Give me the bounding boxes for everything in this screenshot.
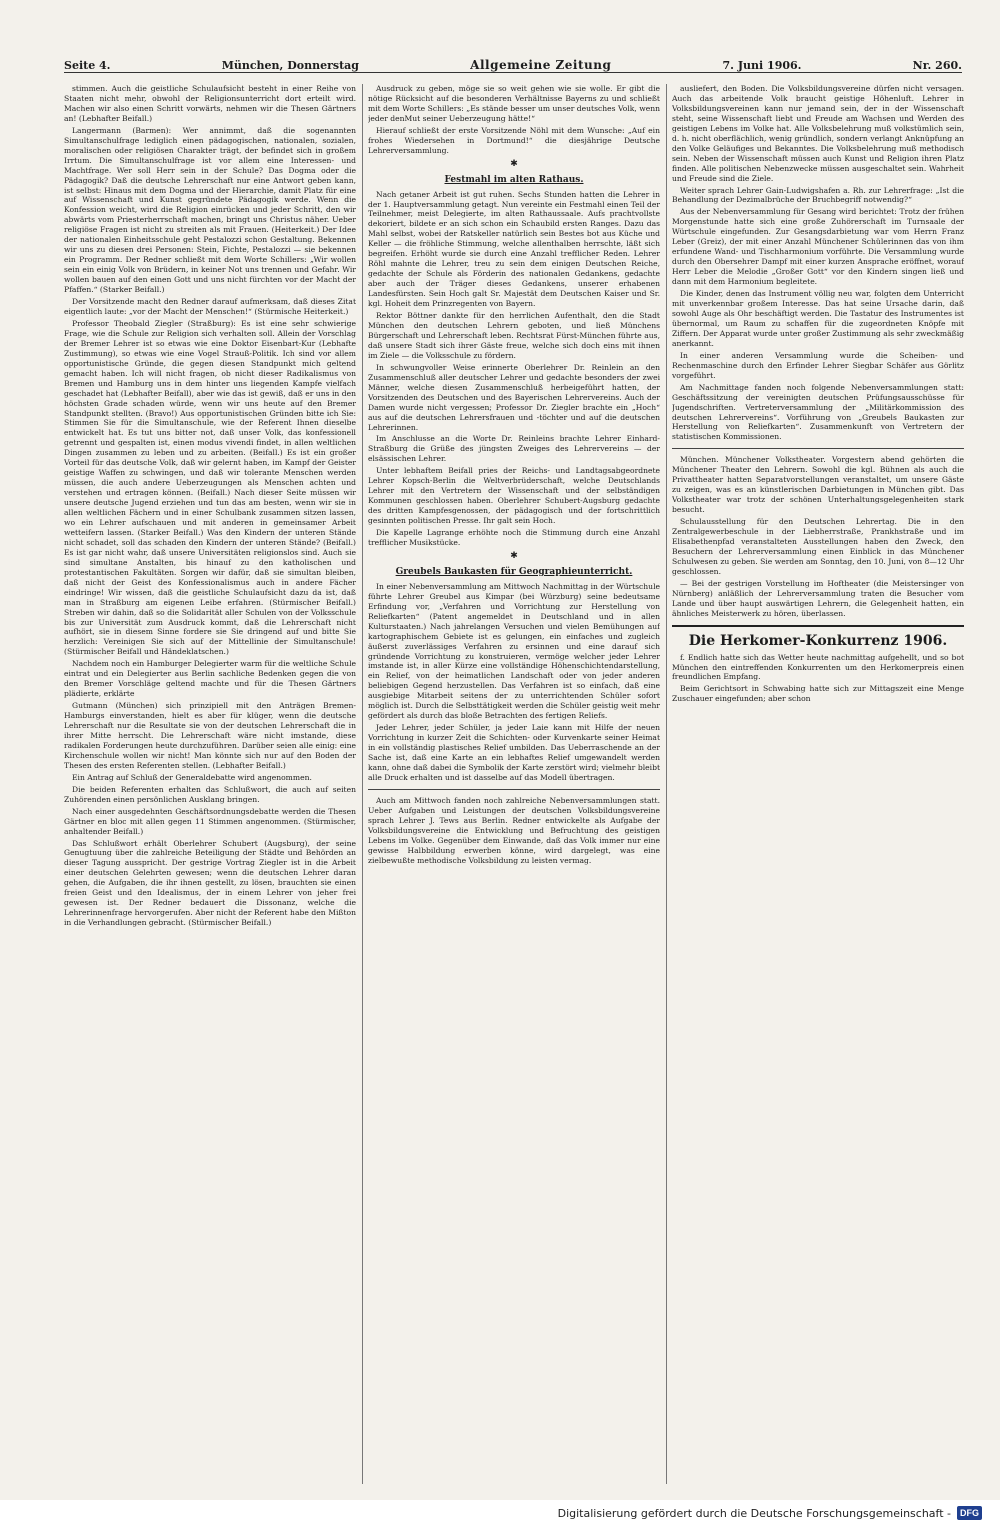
paragraph: München. Münchener Volkstheater. Vorgestern abend gehörten die Münchener Theater den Lehrern. Sowohl die kgl. Bühnen als auch die Privattheater hatten Separatvorstellungen veranstaltet, um unsere Gäste zu zeigen, was es an künstlerischen Darbietungen in München gibt. Das Volkstheater war trotz der schönen Unterhaltungsgelegenheiten stark besucht. (672, 455, 964, 515)
dfg-logo-icon[interactable]: DFG (957, 1506, 982, 1520)
place-day: München, Donnerstag (221, 59, 359, 72)
paragraph: Nachdem noch ein Hamburger Delegierter warm für die weltliche Schule eintrat und ein Delegierter aus Berlin sachliche Bedenken gegen die von den Bremer Vorschläge geltend machte und für die Thesen Gärtners plädierte, erklärte (64, 659, 356, 699)
issue-number: Nr. 260. (912, 59, 962, 72)
section-divider-star: ✱ (510, 550, 518, 561)
paragraph: Nach einer ausgedehnten Geschäftsordnungsdebatte werden die Thesen Gärtner en bloc mit allen gegen 11 Stimmen angenommen. (Stürmischer, anhaltender Beifall.) (64, 806, 356, 836)
paragraph: stimmen. Auch die geistliche Schulaufsicht besteht in einer Reihe von Staaten nicht mehr, obwohl der Religionsunterricht dort erteilt wird. Machen wir also einen Schritt vorwärts, nehmen wir die Thesen Gärtners an! (Lebhafter Beifall.) (64, 84, 356, 123)
paragraph: Professor Theobald Ziegler (Straßburg): Es ist eine sehr schwierige Frage, wie die Schule zur Religion sich verhalten soll. Allein der Vorschlag der Bremer Lehrer ist so etwas wie eine Doktor Eisenbart-Kur (Lebhafte Zustimmung), so etwas wie eine Vogel Strauß-Politik. Ich sind vor allem opportunistische Gründe, die gegen diesen Standpunkt mich geltend gemacht haben. Ich will nicht fragen, ob nicht dieser Radikalismus von Bremen und Hamburg uns in dem hinter uns liegenden Kampfe vielfach geschadet hat (Lebhafter Beifall), aber wie das ist gewiß, daß er uns in den höchsten Grade schaden würde, wenn wir uns heute auf den Bremer Standpunkt stellten. (Bravo!) Aus opportunistischen Gründen bitte ich Sie: Stimmen Sie für die Simultanschule, wie der Referent Ihnen dieselbe entwickelt hat. Es tut uns bitter not, daß unser Volk, das konfessionell getrennt und gespalten ist, einen modus vivendi findet, in allen weltlichen Dingen zusammen zu leben und zu arbeiten. (Beifall.) Es ist ein großer Vorteil für das deutsche Volk, daß wir gelernt haben, im Kampf der Geister geistige Waffen zu schwingen, und daß wir tolerante Menschen werden müssen, die auch andere Ueberzeugungen als Menschen achten und verstehen und ertragen können. (Beifall.) Nach dieser Seite müssen wir unsere deutsche Jugend erziehen und tun das am besten, wenn wir sie in allen weltlichen Fächern und in einer Schulbank zusammen sitzen lassen, wo ein Lehrer aufschauen und mit anderen in gemeinsamer Arbeit wetteifern lassen. (Starker Beifall.) Was den Kindern der unteren Stände nicht schadet, soll das schaden den Kindern der unteren Stände? (Beifall.) Es ist gar nicht wahr, daß unsere Universitäten religionslos sind. Auch sie sind simultane Anstalten, bis hinauf zu den katholischen und protestantischen Fakultäten. Sorgen wir dafür, daß sie simultan bleiben, daß nicht der Geist des Konfessionalismus auch in andere Fächer eindringe! Wir wissen, daß die geistliche Schulaufsicht dazu da ist, daß man in Straßburg am eigenen Leibe erfahren. (Stürmischer Beifall.) Streben wir dahin, daß so die Solidarität aller Schulen von der Volksschule bis zur Universität zum Ausdruck kommt, daß die Lehrerschaft nicht aufhört, sie in diesem Sinne fordere sie Sie dringend auf und bitte Sie herzlich: Vereinigen Sie sich auf der Mittellinie der Simultanschule! (Stürmischer Beifall und Händeklatschen.) (64, 318, 356, 657)
divider (368, 789, 660, 790)
paragraph: Die Kinder, denen das Instrument völlig neu war, folgten dem Unterricht mit unverkennbar großem Interesse. Das hat seine Ursache darin, daß sowohl Auge als Ohr beschäftigt werden. Die Tastatur des Instrumentes ist übernormal, um Raum zu schaffen für die zugeordneten Knöpfe mit Ziffern. Der Apparat wurde unter großer Zustimmung als sehr zweckmäßig anerkannt. (672, 289, 964, 348)
paragraph: Hierauf schließt der erste Vorsitzende Nöhl mit dem Wunsche: „Auf ein frohes Wiedersehen in Dortmund!“ die diesjährige Deutsche Lehrerversammlung. (368, 125, 660, 155)
paragraph: — Bei der gestrigen Vorstellung im Hoftheater (die Meistersinger von Nürnberg) anläßlich der Lehrerversammlung traten die Besucher vom Lande und über haupt auswärtigen Lehrern, die Gelegenheit hatten, ein ähnliches Meisterwerk zu hören, überlassen. (672, 578, 964, 618)
paragraph: In schwungvoller Weise erinnerte Oberlehrer Dr. Reinlein an den Zusammenschluß aller deutscher Lehrer und gedachte besonders der zwei Männer, welche diesen Zusammenschluß herbeigeführt hatten, der Vorsitzenden des Deutschen und des Bayerischen Lehrervereins. Auch der Damen wurde nicht vergessen; Professor Dr. Ziegler brachte ein „Hoch“ aus auf die deutschen Lehrersfrauen und -töchter und auf die deutschen Lehrerinnen. (368, 362, 660, 432)
column-3 (672, 84, 964, 1484)
paragraph: Im Anschlusse an die Worte Dr. Reinleins brachte Lehrer Einhard-Straßburg die Grüße des jüngsten Zweiges des Lehrervereins — der elsässischen Lehrer. (368, 434, 660, 464)
paragraph: Ausdruck zu geben, möge sie so weit gehen wie sie wolle. Er gibt die nötige Rücksicht auf die besonderen Verhältnisse Bayerns zu und schließt mit dem Worte Schillers: „Es stände besser um unser deutsches Volk, wenn jeder denMut seiner Ueberzeugung hätte!“ (368, 84, 660, 123)
paragraph: Die beiden Referenten erhalten das Schlußwort, die auch auf seiten Zuhörenden einen persönlichen Ausklang bringen. (64, 784, 356, 804)
paragraph: Aus der Nebenversammlung für Gesang wird berichtet: Trotz der frühen Morgenstunde hatte sich eine große Zuhörerschaft im Turnsaale der Würtschule eingefunden. Zur Gesangsdarbietung war vom Herrn Franz Leber (Greiz), der mit einer Anzahl Münchener Schülerinnen das von ihm erfundene Wand- und Tischharmonium vorführte. Die Versammlung wurde durch den Obersehrer Dampf mit einer kurzen Ansprache eröffnet, worauf Herr Leber die Melodie „Großer Gott“ vor den Kindern singen ließ und dann mit dem Harmonium begleitete. (672, 207, 964, 287)
paragraph: Unter lebhaftem Beifall pries der Reichs- und Landtagsabgeordnete Lehrer Kopsch-Berlin die Weltverbrüderschaft, welche Deutschlands Lehrer mit den Vertretern der Wissenschaft und der selbständigen Kommunen geschlossen haben. Oberlehrer Schubert-Augsburg gedachte des dritten Kampfesgenossen, der pädagogisch und der fortschrittlich gesinnten politischen Presse. Ihr galt sein Hoch. (368, 466, 660, 526)
column-rule (666, 84, 667, 1484)
section-title-festmahl: Festmahl im alten Rathaus. (444, 174, 584, 185)
paragraph: ausliefert, den Boden. Die Volksbildungsvereine dürfen nicht versagen. Auch das arbeitende Volk braucht geistige Höhenluft. Lehrer in Volksbildungsvereinen kann nur jemand sein, der in der Wissenschaft steht, seine Wissenschaft liebt und Freude am Wachsen und Werden des geistigen Lebens im Volke hat. Alle Volksbelehrung muß volkstümlich sein, d. h. nicht oberflächlich, wenig gründlich, sondern verlangt Anknüpfung an den Volke Geläufiges und Bekanntes. Die Volksbelehrung muß methodisch sein. Neben der Wissenschaft müssen auch Kunst und Religion ihren Platz finden. Alle politischen Nebenzwecke müssen ausgeschaltet sein. Wahrheit und Freude sind die Ziele. (672, 84, 964, 183)
paragraph: Das Schlußwort erhält Oberlehrer Schubert (Augsburg), der seine Genugtuung über die zahlreiche Beteiligung der Städte und Behörden an dieser Tagung ausspricht. Der gestrige Vortrag Ziegler ist in die Arbeit einer deutschen Gelehrten gewesen; wenn die deutschen Lehrer daran gehen, die Aufgaben, die ihr ihnen gestellt, zu lösen, brauchten sie einen freien Geist und den Idealismus, der in einem Lehrer von jeher frei gewesen ist. Der Redner bedauert die Dissonanz, welche die Lehrerinnenfrage hervorgerufen. Aber nicht der Referent habe den Mißton in die Verhandlungen gebracht. (Stürmischer Beifall.) (64, 838, 356, 928)
paragraph: Der Vorsitzende macht den Redner darauf aufmerksam, daß dieses Zitat eigentlich laute: „vor der Macht der Menschen!“ (Stürmische Heiterkeit.) (64, 297, 356, 316)
paragraph: Jeder Lehrer, jeder Schüler, ja jeder Laie kann mit Hilfe der neuen Vorrichtung in kurzer Zeit die Schichten- oder Kurvenkarte seiner Heimat in ein vollständig plastisches Relief umbilden. Das Ueberraschende an der Sache ist, daß eine Karte an ein lebhaftes Relief umgewandelt werden kann, ohne daß dabei die Symbolik der Karte zerstört wird; vielmehr bleibt alle Druck erhalten und ist dasselbe auf das Modell übertragen. (368, 723, 660, 782)
section-divider-star: ✱ (510, 158, 518, 169)
section-title-herkomer: Die Herkomer-Konkurrenz 1906. (688, 632, 948, 649)
paragraph: f. Endlich hatte sich das Wetter heute nachmittag aufgehellt, und so bot München den eintreffenden Konkurrenten um den Herkomerpreis einen freundlichen Empfang. (672, 652, 964, 682)
column-rule (362, 84, 363, 1484)
paragraph: Weiter sprach Lehrer Gain-Ludwigshafen a. Rh. zur Lehrerfrage: „Ist die Behandlung der Dezimalbrüche der Bruchbegriff notwendig?“ (672, 185, 964, 205)
paragraph: Gutmann (München) sich prinzipiell mit den Anträgen Bremen-Hamburgs einverstanden, hielt es aber für klüger, wenn die deutsche Lehrerschaft nur die Resultate sie von der deutschen Lehrerschaft die in ihrer Mitte herrscht. Die Lehrerschaft wäre nicht imstande, diese radikalen Forderungen heute durchzuführen. Darüber seien alle einig: eine Kirchenschule wollen wir nicht! Man könnte sich nur auf den Boden der Thesen des ersten Referenten stellen. (Lebhafter Beifall.) (64, 701, 356, 770)
paragraph: In einer Nebenversammlung am Mittwoch Nachmittag in der Würtschule führte Lehrer Greubel aus Kimpar (bei Würzburg) seine bedeutsame Erfindung vor, „Verfahren und Vorrichtung zur Herstellung von Reliefkarten“ (Patent angemeldet in Deutschland und in allen Kulturstaaten.) Nach jahrelangen Versuchen und vielen Bemühungen auf kartographischem Gebiete ist es gelungen, ein einfaches und zugleich äußerst zuverlässiges Verfahren zu ersinnen und eine darauf sich gründende Vorrichtung zu konstruieren, vermöge welcher jeder Lehrer imstande ist, in aller Kürze eine vollständige Höhenschichtendarstellung, ein Relief, von der heimatlichen Landschaft oder von jeder anderen beliebigen Gegend herzustellen. Das Verfahren ist so einfach, daß eine ausgiebige Mitarbeit seitens der zu unterrichtenden Schüler sofort möglich ist. Durch die Selbsttätigkeit werden die Schüler geistig weit mehr gefördert als durch das bloße Betrachten des fertigen Reliefs. (368, 581, 660, 721)
paragraph: Langermann (Barmen): Wer annimmt, daß die sogenannten Simultanschulfrage lediglich einen pädagogischen, nationalen, sozialen, moralischen oder religiösen Charakter trägt, der befindet sich in großem Irrtum. Die Simultanschulfrage ist vor allem eine Interessen- und Machtfrage. Wer soll Herr sein in der Schule? Das Dogma oder die Pädagogik? Daß die deutsche Lehrerschaft nur eine Antwort geben kann, ist selbst: Hinaus mit dem Dogma und der Hierarchie, damit Platz für eine auf Wissenschaft und Kunst gegründete Pädagogik werde. Wenn die Konfession weicht, wird die Religion einrücken und jeder Schritt, den wir abwärts vom Priesterherrschaft machen, bringt uns Christus näher. Ueber religiöse Fragen ist nicht zu streiten als mit Frauen. (Heiterkeit.) Der Idee der nationalen Einheitsschule geht Pestalozzi schon Gestaltung. Bekennen wir uns zu diesen drei Personen: Stein, Fichte, Pestalozzi — sie bekennen ein Programm. Der Redner schließt mit dem Worte Schillers: „Wir wollen sein ein einig Volk von Brüdern, in keiner Not uns trennen und Gefahr. Wir wollen bauen auf den einen Gott und uns nicht fürchten vor der Macht der Pfaffen.“ (Starker Beifall.) (64, 125, 356, 295)
divider (672, 448, 964, 449)
section-title-greubel: Greubels Baukasten für Geographieunterricht. (395, 566, 633, 577)
masthead (64, 50, 962, 73)
paragraph: Nach getaner Arbeit ist gut ruhen. Sechs Stunden hatten die Lehrer in der 1. Hauptversammlung getagt. Nun vereinte ein Festmahl einen Teil der Teilnehmer, meist Delegierte, im alten Rathaussaale. Aufs prachtvollste dekoriert, bildete er an sich schon ein Schaubild ersten Ranges. Dazu das Mahl selbst, wobei der Ratskeller natürlich sein Bestes bot aus Küche und Keller — die fröhliche Stimmung, welche allenthalben herrschte, läßt sich begreifen. Erhöht wurde sie durch eine Anzahl trefflicher Reden. Lehrer Röhl mahnte die Lehrer, treu zu sein dem einigen Deutschen Reiche, gedachte der Schule als Förderin des nationalen Gedankens, gedachte aber auch der Träger dieses Gedankens, unserer erhabenen Landesfürsten. Sein Hoch galt Sr. Majestät dem Deutschen Kaiser und Sr. kgl. Hoheit dem Prinzregenten von Bayern. (368, 189, 660, 309)
footer-bar (0, 1500, 1000, 1526)
newspaper-title: Allgemeine Zeitung (470, 58, 612, 72)
page-number: Seite 4. (64, 59, 111, 72)
divider (672, 625, 964, 627)
paragraph: Ein Antrag auf Schluß der Generaldebatte wird angenommen. (72, 772, 312, 782)
column-1 (64, 84, 356, 1484)
paragraph: Am Nachmittage fanden noch folgende Nebenversammlungen statt: Geschäftssitzung der vereinigten deutschen Prüfungsausschüsse für Jugendschriften. Vertreterversammlung der „Militärkommission des deutschen Lehrervereins“. Vorführung von „Greubels Baukasten zur Herstellung von Reliefkarten“. Zusammenkunft von Vertretern der statistischen Kommissionen. (672, 382, 964, 442)
paragraph: Die Kapelle Lagrange erhöhte noch die Stimmung durch eine Anzahl trefflicher Musikstücke. (368, 528, 660, 547)
column-2 (368, 84, 660, 1484)
issue-date: 7. Juni 1906. (722, 59, 802, 72)
paragraph: In einer anderen Versammlung wurde die Scheiben- und Rechenmaschine durch den Erfinder Lehrer Siegbar Schäfer aus Görlitz vorgeführt. (672, 350, 964, 380)
paragraph: Beim Gerichtsort in Schwabing hatte sich zur Mittagszeit eine Menge Zuschauer eingefunden; aber schon (672, 684, 964, 704)
article-columns (64, 84, 964, 1484)
footer-credit: Digitalisierung gefördert durch die Deutsche Forschungsgemeinschaft - (557, 1506, 951, 1520)
paragraph: Auch am Mittwoch fanden noch zahlreiche Nebenversammlungen statt. Ueber Aufgaben und Leistungen der deutschen Volksbildungsvereine sprach Lehrer J. Tews aus Berlin. Redner entwickelte als Aufgabe der Volksbildungsvereine die Entwicklung und Befruchtung des geistigen Lebens im Volke. Gegenüber dem Einwande, daß das Volk immer nur eine gewisse Halbbildung erwerben könne, wird dargelegt, was eine zielbewußte methodische Volksbildung zu leisten vermag. (368, 795, 660, 865)
paragraph: Schulausstellung für den Deutschen Lehrertag. Die in den Zentralgewerbeschule in der Liebherrstraße, Prankhstraße und im Elisabethenpfad veranstalteten Ausstellungen haben den Zweck, den Besuchern der Lehrerversammlung einen Einblick in das Münchener Schulwesen zu geben. Sie werden am Sonntag, den 10. Juni, von 8—12 Uhr geschlossen. (672, 517, 964, 576)
paragraph: Rektor Böttner dankte für den herrlichen Aufenthalt, den die Stadt München den deutschen Lehrern geboten, und ließ Münchens Bürgerschaft und Lehrerschaft leben. Rechtsrat Fürst-München führte aus, daß unsere Stadt sich ihrer Gäste freue, welche sich doch eins mit ihnen im Ziele — die Volksschule zu fördern. (368, 311, 660, 360)
